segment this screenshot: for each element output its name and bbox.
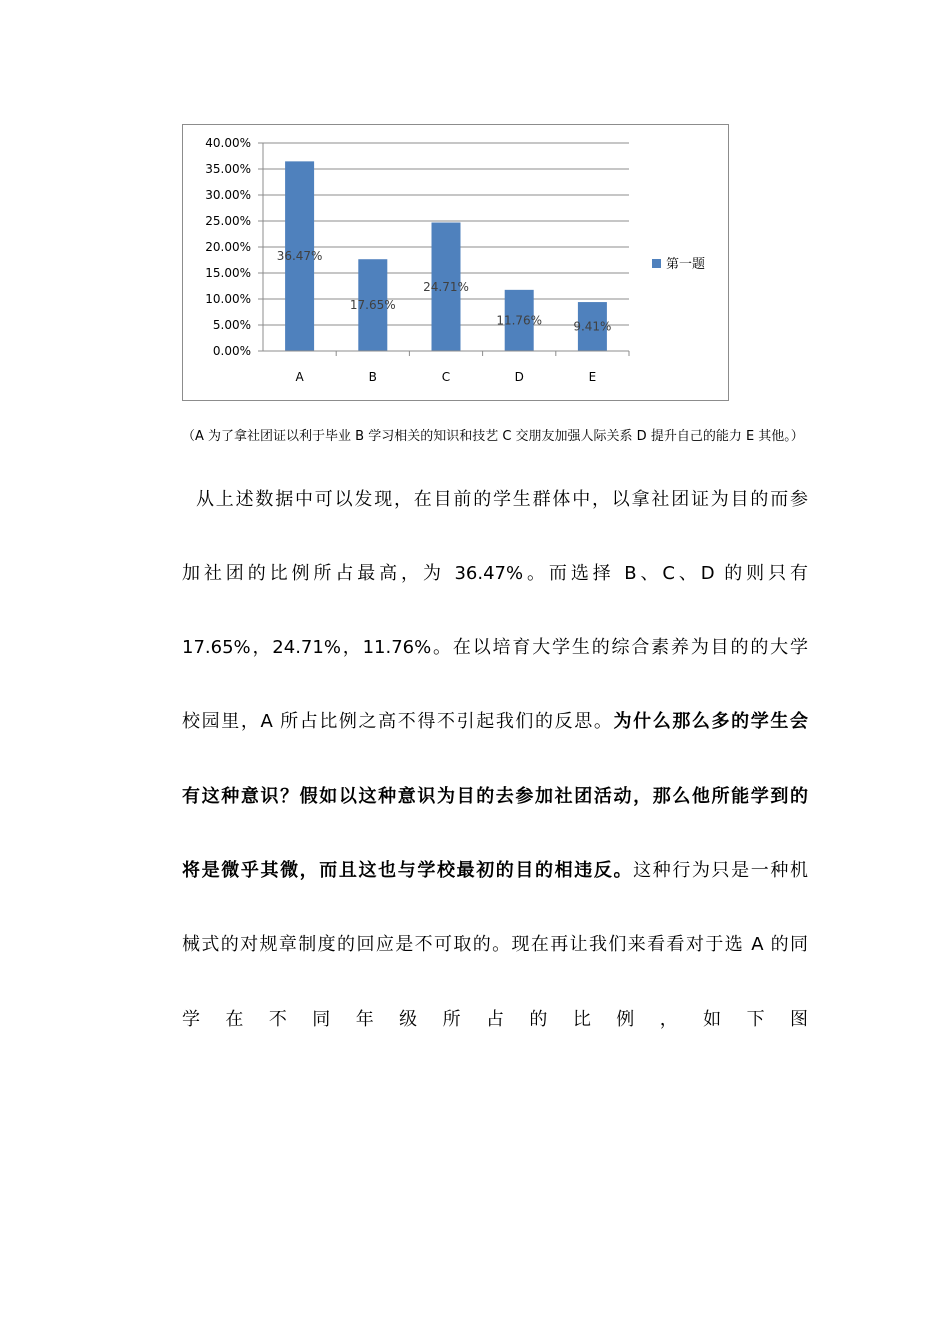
paragraph-line-4-bold: 为什么那么多的学生会: [613, 711, 808, 732]
y-tick-label: 0.00%: [212, 344, 251, 358]
data-label: 11.76%: [496, 313, 543, 328]
x-tick-label: D: [514, 370, 524, 384]
data-label: 24.71%: [423, 279, 469, 294]
paragraph-line-6-bold: 将是微乎其微，而且这也与学校最初的目的相违反。: [182, 860, 634, 881]
x-tick-label: A: [295, 370, 304, 384]
x-tick-label: B: [368, 370, 377, 384]
paragraph-line-4-normal: 校园里，A 所占比例之高不得不引起我们的反思。: [182, 711, 614, 732]
y-tick-label: 35.00%: [205, 162, 251, 176]
data-label: 36.47%: [276, 249, 323, 264]
legend-label: 第一题: [666, 257, 706, 272]
paragraph-line-5-bold: 有这种意识？假如以这种意识为目的去参加社团活动，那么他所能学到的: [182, 786, 808, 807]
y-tick-label: 40.00%: [205, 136, 251, 150]
paragraph-line-7: 械式的对规章制度的回应是不可取的。现在再让我们来看看对于选 A 的同: [182, 934, 808, 955]
data-label: 17.65%: [349, 298, 396, 313]
y-tick-label: 20.00%: [205, 240, 251, 254]
paragraph-line-6-normal: 这种行为只是一种机: [633, 860, 809, 881]
y-tick-label: 5.00%: [212, 318, 251, 332]
bar-chart: [182, 124, 729, 401]
paragraph-line-5: [182, 784, 808, 810]
paragraph-line-8: 学在不同年级所占的比例，如下图: [182, 1009, 808, 1030]
chart-svg: [183, 125, 730, 402]
y-tick-label: 25.00%: [205, 214, 251, 228]
paragraph-line-6: [182, 858, 808, 884]
paragraph-line-2: 加社团的比例所占最高，为 36.47%。而选择 B、C、D 的则只有: [182, 563, 808, 584]
data-label: 9.41%: [573, 319, 612, 334]
paragraph-line-1: 从上述数据中可以发现，在目前的学生群体中，以拿社团证为目的而参: [196, 489, 808, 510]
legend-swatch: [652, 259, 661, 268]
y-tick-label: 10.00%: [205, 292, 251, 306]
paragraph-line-4: [182, 709, 808, 735]
x-tick-label: C: [441, 370, 451, 384]
chart-caption: （A 为了拿社团证以利于毕业 B 学习相关的知识和技艺 C 交朋友加强人际关系 D 提升自己的能力 E 其他。）: [182, 429, 804, 444]
y-tick-label: 30.00%: [205, 188, 251, 202]
x-tick-label: E: [588, 370, 597, 384]
y-tick-label: 15.00%: [205, 266, 251, 280]
paragraph-line-3: 17.65%，24.71%，11.76%。在以培育大学生的综合素养为目的的大学: [182, 637, 808, 658]
